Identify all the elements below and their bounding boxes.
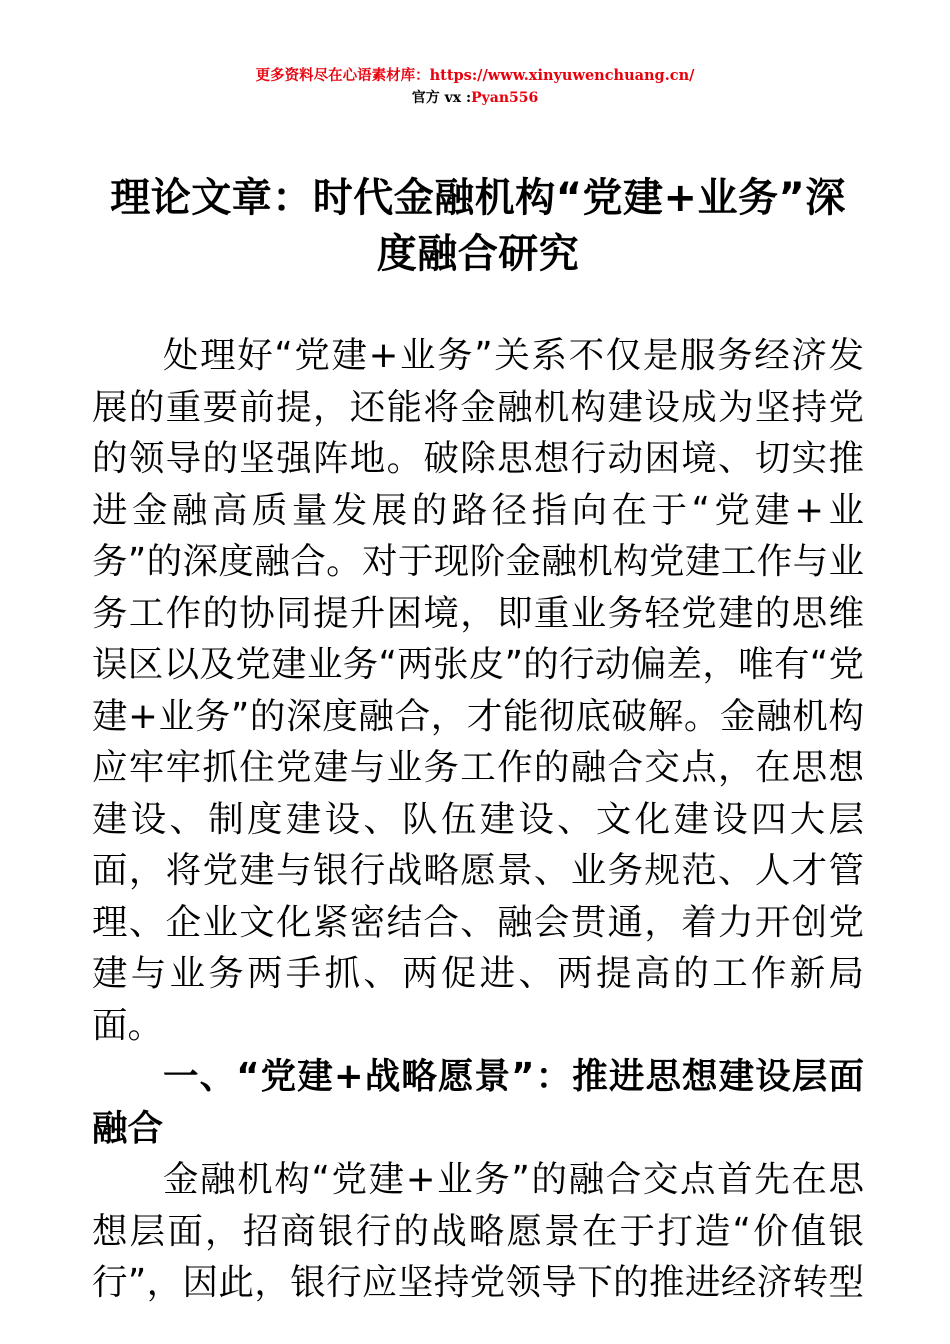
vx-value: Pyan556 [471, 90, 539, 106]
paragraph-intro: 处理好“党建+业务”关系不仅是服务经济发展的重要前提，还能将金融机构建设成为坚持党的领导的坚强阵地。破除思想行动困境、切实推进金融高质量发展的路径指向在于“党建+业务”的深度融合。对于现阶金融机构党建工作与业务工作的协同提升困境，即重业务轻党建的思维误区以及党建业务“两张皮”的行动偏差，唯有“党建+业务”的深度融合，才能彻底破解。金融机构应牢牢抓住党建与业务工作的融合交点，在思想建设、制度建设、队伍建设、文化建设四大层面，将党建与银行战略愿景、业务规范、人才管理、企业文化紧密结合、融会贯通，着力开创党建与业务两手抓、两促进、两提高的工作新局面。 [92, 335, 864, 1046]
official-vx-line [0, 88, 950, 108]
document-title: 理论文章：时代金融机构“党建+业务”深度融合研究 [110, 175, 846, 277]
document-body [92, 330, 864, 1309]
promo-header: 更多资料尽在心语素材库：https://www.xinyuwenchuang.cn/ [255, 67, 695, 84]
paragraph-section-1: 金融机构“党建+业务”的融合交点首先在思想层面，招商银行的战略愿景在于打造“价值银行”，因此，银行应坚持党领导下的推进经济转型 [92, 1159, 864, 1303]
vx-label: 官方 vx : [411, 90, 472, 106]
section-heading-1: 一、“党建+战略愿景”：推进思想建设层面融合 [92, 1056, 864, 1149]
